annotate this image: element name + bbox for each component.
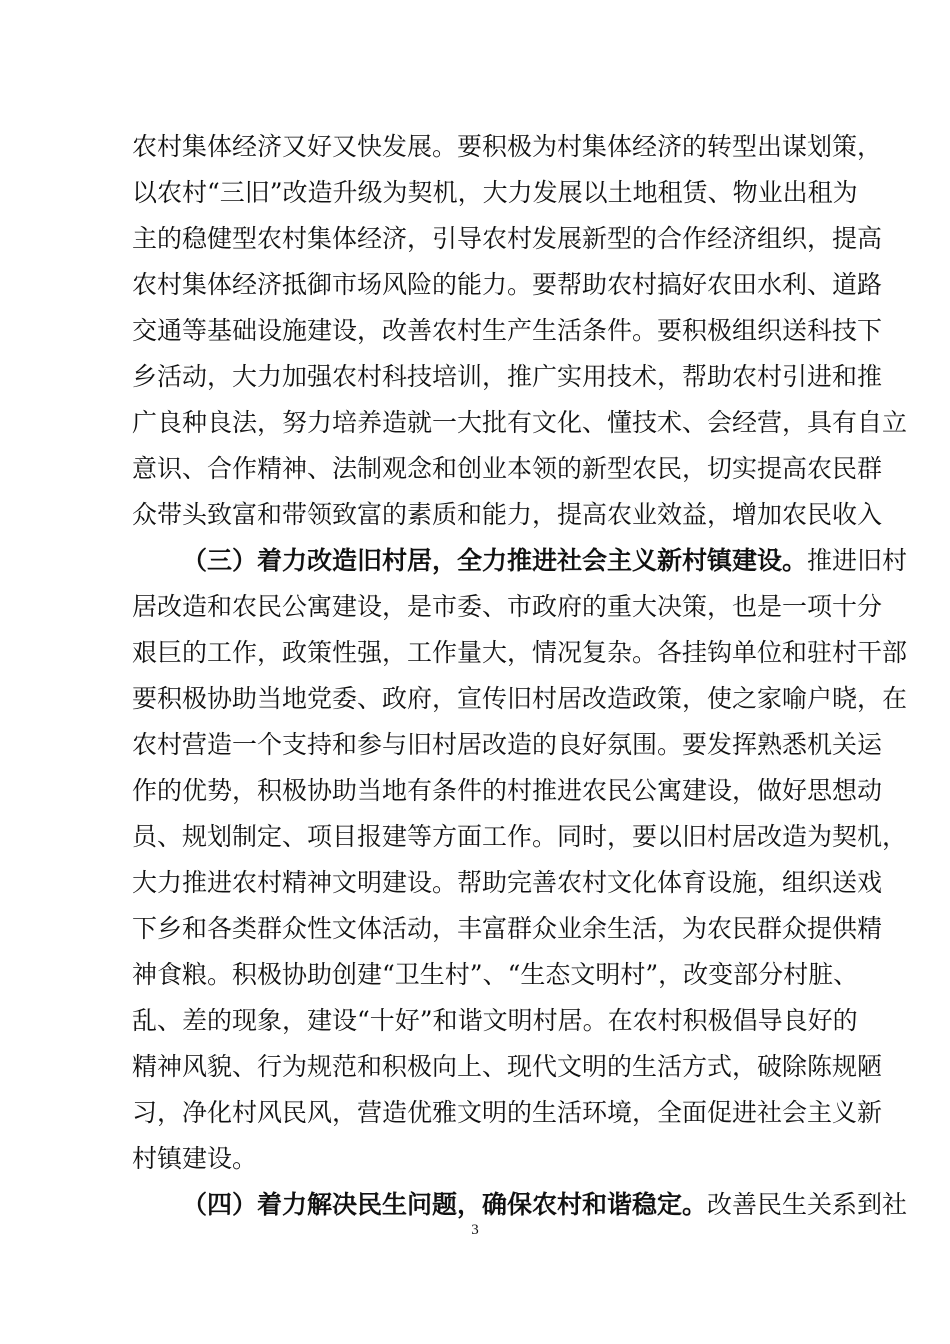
text-line: 神食粮。积极协助创建“卫生村”、“生态文明村”，改变部分村脏、 — [132, 960, 859, 989]
page-number: 3 — [471, 1222, 479, 1238]
section-heading: （三）着力改造旧村居，全力推进社会主义新村镇建设。 — [182, 546, 808, 575]
text-line: 下乡和各类群众性文体活动，丰富群众业余生活，为农民群众提供精 — [132, 914, 883, 943]
text-line: 农村集体经济抵御市场风险的能力。要帮助农村搞好农田水利、道路 — [132, 270, 883, 299]
text-line: 广良种良法，努力培养造就一大批有文化、懂技术、会经营，具有自立 — [132, 408, 908, 437]
text-line: 要积极协助当地党委、政府，宣传旧村居改造政策，使之家喻户晓，在 — [132, 684, 908, 713]
section-heading-line — [182, 541, 908, 581]
text-line: 精神风貌、行为规范和积极向上、现代文明的生活方式，破除陈规陋 — [132, 1052, 883, 1081]
text-line: 农村营造一个支持和参与旧村居改造的良好氛围。要发挥熟悉机关运 — [132, 730, 883, 759]
section-heading-line — [182, 1185, 908, 1225]
heading-line-rest: 推进旧村 — [807, 546, 908, 575]
text-line: 大力推进农村精神文明建设。帮助完善农村文化体育设施，组织送戏 — [132, 868, 883, 897]
text-line: 乡活动，大力加强农村科技培训，推广实用技术，帮助农村引进和推 — [132, 362, 883, 391]
text-line: 主的稳健型农村集体经济，引导农村发展新型的合作经济组织，提高 — [132, 224, 883, 253]
heading-line-rest: 改善民生关系到社 — [707, 1190, 908, 1219]
text-line: 作的优势，积极协助当地有条件的村推进农民公寓建设，做好思想动 — [132, 776, 883, 805]
text-line: 以农村“三旧”改造升级为契机，大力发展以土地租赁、物业出租为 — [132, 178, 858, 207]
text-line: 众带头致富和带领致富的素质和能力，提高农业效益，增加农民收入 — [132, 500, 883, 529]
text-line: 农村集体经济又好又快发展。要积极为村集体经济的转型出谋划策， — [132, 132, 883, 161]
text-line: 艰巨的工作，政策性强，工作量大，情况复杂。各挂钩单位和驻村干部 — [132, 638, 908, 667]
section-heading: （四）着力解决民生问题，确保农村和谐稳定。 — [182, 1190, 708, 1219]
text-line: 居改造和农民公寓建设，是市委、市政府的重大决策，也是一项十分 — [132, 592, 883, 621]
text-line: 意识、合作精神、法制观念和创业本领的新型农民，切实提高农民群 — [132, 454, 883, 483]
text-line: 员、规划制定、项目报建等方面工作。同时，要以旧村居改造为契机， — [132, 822, 908, 851]
text-line: 交通等基础设施建设，改善农村生产生活条件。要积极组织送科技下 — [132, 316, 883, 345]
text-line: 习，净化村风民风，营造优雅文明的生活环境，全面促进社会主义新 — [132, 1098, 883, 1127]
text-line: 乱、差的现象，建设“十好”和谐文明村居。在农村积极倡导良好的 — [132, 1006, 858, 1035]
text-line: 村镇建设。 — [132, 1144, 258, 1173]
